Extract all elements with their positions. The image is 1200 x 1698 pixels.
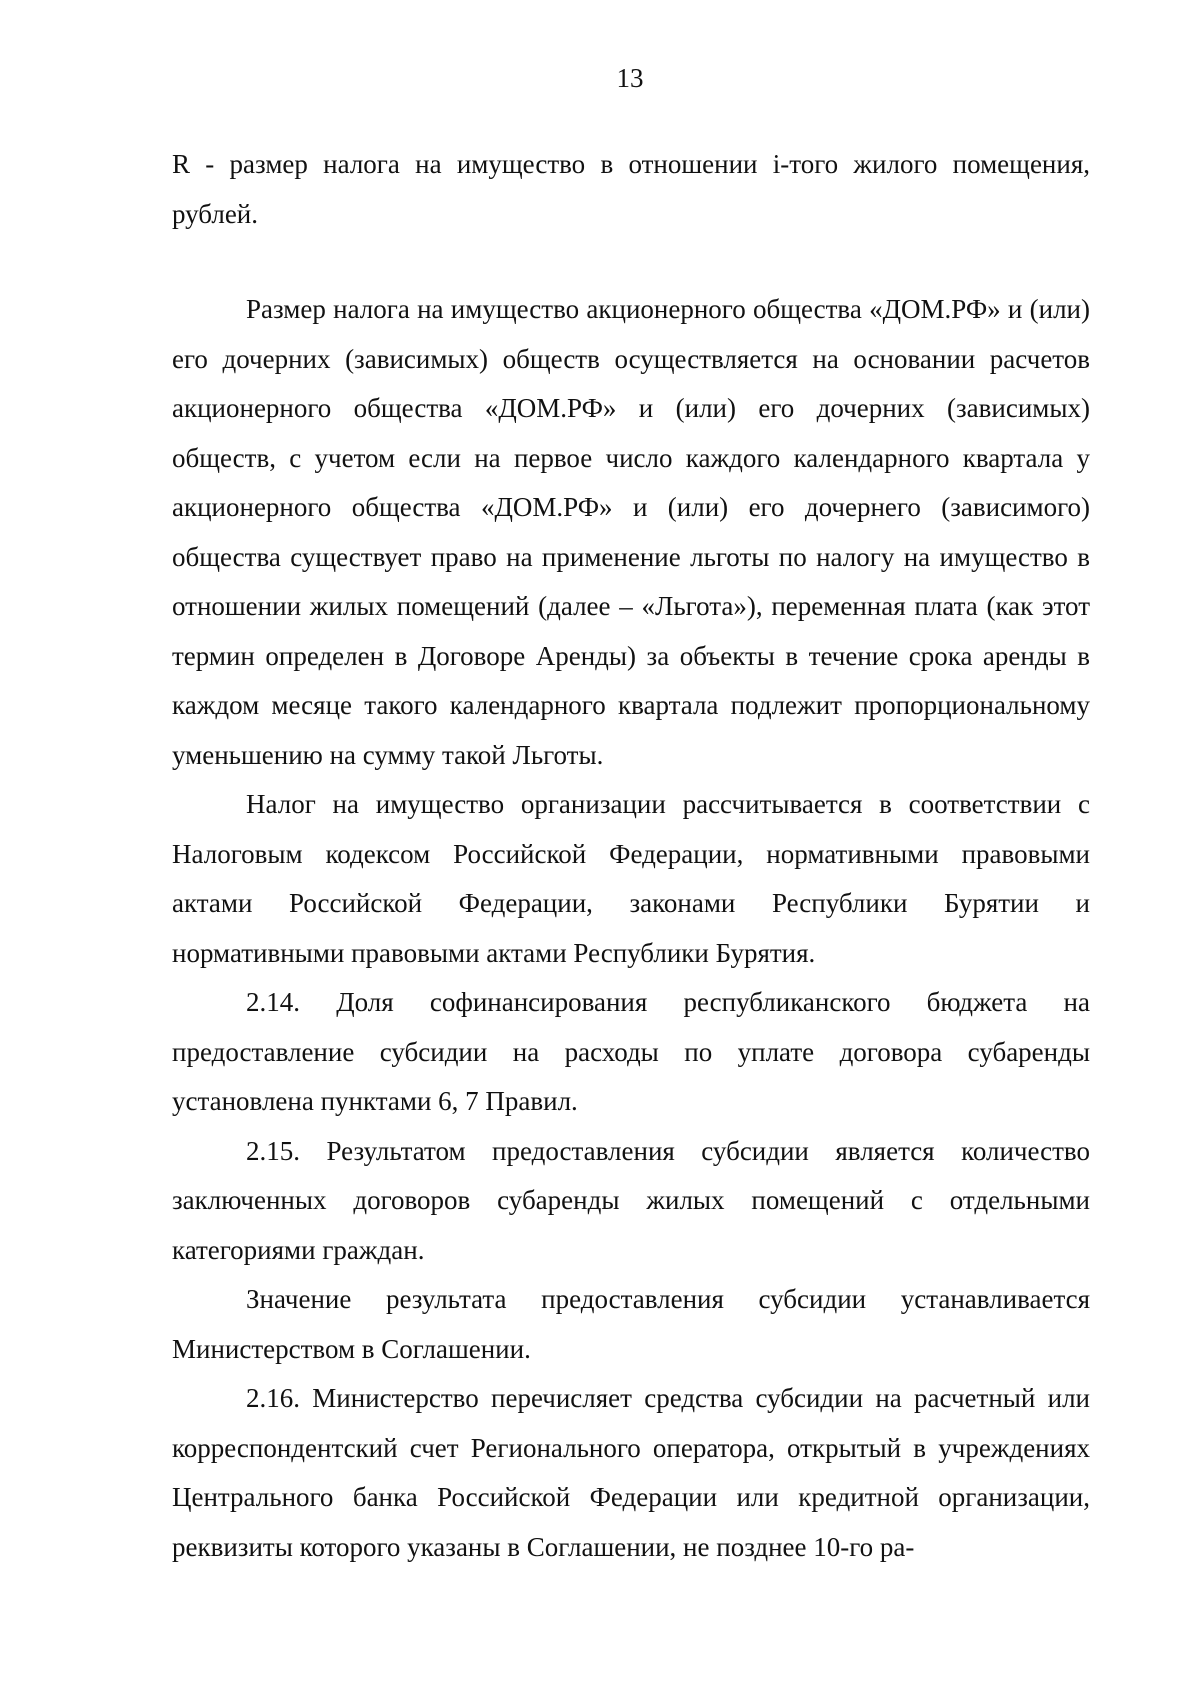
paragraph-tax-size: Размер налога на имущество акционерного общества «ДОМ.РФ» и (или) его дочерних (зависимых) обществ осуществляется на основании расчетов акционерного общества «ДОМ.РФ» и (или) его дочерних (зависимых) обществ, с учетом если на первое число каждого календарного квартала у акционерного общества «ДОМ.РФ» и (или) его дочернего (зависимого) общества существует право на применение льготы по налогу на имущество в отношении жилых помещений (далее – «Льгота»), переменная плата (как этот термин определен в Договоре Аренды) за объекты в течение срока аренды в каждом месяце такого календарного квартала подлежит пропорциональному уменьшению на сумму такой Льготы. — [172, 294, 1090, 770]
paragraph-result-value: Значение результата предоставления субсидии устанавливается Министерством в Соглашении. — [172, 1284, 1090, 1364]
paragraph-2-14: 2.14. Доля софинансирования республиканского бюджета на предоставление субсидии на расходы по уплате договора субаренды установлена пунктами 6, 7 Правил. — [172, 987, 1090, 1116]
page-number: 13 — [616, 63, 644, 93]
paragraph-tax-calculation: Налог на имущество организации рассчитывается в соответствии с Налоговым кодексом Российской Федерации, нормативными правовыми актами Российской Федерации, законами Республики Бурятии и нормативными правовыми актами Республики Бурятия. — [172, 789, 1090, 968]
paragraph-2-15: 2.15. Результатом предоставления субсидии является количество заключенных договоров субаренды жилых помещений с отдельными категориями граждан. — [172, 1135, 1090, 1265]
paragraph-2-16: 2.16. Министерство перечисляет средства субсидии на расчетный или корреспондентский счет Регионального оператора, открытый в учреждениях Центрального банка Российской Федерации или кредитной организации, реквизиты которого указаны в Соглашении, не позднее 10-го ра- — [172, 1383, 1090, 1562]
document-body — [172, 140, 1090, 1572]
paragraph-r-definition: R - размер налога на имущество в отношении i-того жилого помещения, рублей. — [172, 149, 1090, 229]
